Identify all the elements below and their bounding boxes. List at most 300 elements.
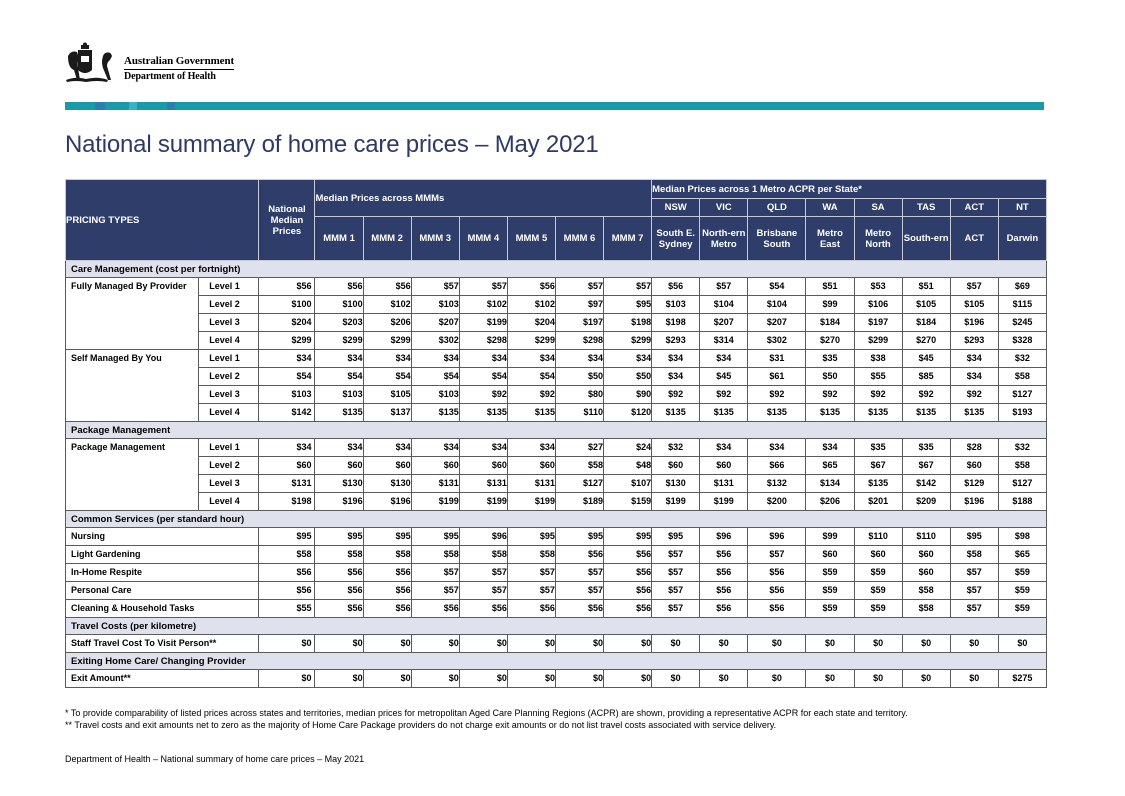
price-cell: $80 [555,386,603,404]
price-cell: $57 [604,278,652,296]
price-cell: $45 [700,368,748,386]
price-cell: $60 [902,546,950,564]
price-cell: $34 [363,439,411,457]
price-cell: $58 [902,600,950,618]
price-cell: $55 [854,368,902,386]
section-title: Travel Costs (per kilometre) [66,618,1047,635]
price-cell: $59 [854,600,902,618]
price-cell: $193 [998,404,1046,422]
pricing-types-header: PRICING TYPES [66,180,259,261]
price-cell: $196 [363,493,411,511]
price-cell: $199 [507,493,555,511]
price-cell: $59 [854,582,902,600]
price-cell: $142 [902,475,950,493]
price-cell: $270 [902,332,950,350]
price-cell: $56 [604,600,652,618]
price-cell: $58 [998,368,1046,386]
price-cell: $135 [806,404,854,422]
price-cell: $105 [363,386,411,404]
price-cell: $196 [315,493,363,511]
price-cell: $58 [315,546,363,564]
level-label: Level 2 [199,457,259,475]
price-cell: $60 [652,457,700,475]
price-cell: $57 [652,546,700,564]
price-cell: $206 [363,314,411,332]
price-cell: $0 [411,670,459,688]
price-cell: $0 [700,670,748,688]
row-group-label: Fully Managed By Provider [66,278,199,350]
price-cell: $110 [854,528,902,546]
price-cell: $130 [652,475,700,493]
price-cell: $56 [700,546,748,564]
mmm-header: MMM 2 [363,217,411,261]
price-cell: $90 [604,386,652,404]
price-cell: $0 [555,670,603,688]
price-cell: $130 [363,475,411,493]
price-cell: $56 [459,600,507,618]
price-cell: $131 [411,475,459,493]
price-cell: $135 [507,404,555,422]
price-cell: $56 [555,600,603,618]
price-cell: $196 [950,314,998,332]
mmm-header: MMM 3 [411,217,459,261]
footnote: * To provide comparability of listed prices across states and territories, median prices for metropolitan Aged Care Planning Regions (ACPR) are shown, providing a representative ACPR for each state and territory. [65,708,908,718]
price-cell: $92 [902,386,950,404]
price-cell: $56 [652,278,700,296]
price-cell: $56 [315,582,363,600]
national-price-cell: $103 [259,386,315,404]
price-cell: $0 [806,635,854,653]
state-header: SA [854,199,902,217]
price-cell: $34 [459,439,507,457]
price-cell: $135 [700,404,748,422]
price-cell: $56 [411,600,459,618]
price-cell: $127 [555,475,603,493]
table-row [66,404,1047,422]
price-cell: $0 [411,635,459,653]
price-cell: $102 [459,296,507,314]
table-row [66,386,1047,404]
price-cell: $104 [700,296,748,314]
price-cell: $56 [604,546,652,564]
price-cell: $57 [700,278,748,296]
section-header-row [66,618,1047,635]
price-cell: $100 [315,296,363,314]
acpr-group-header: Median Prices across 1 Metro ACPR per State* [652,180,1047,199]
national-price-cell: $55 [259,600,315,618]
section-title: Common Services (per standard hour) [66,511,1047,528]
price-cell: $34 [604,350,652,368]
price-cell: $0 [998,635,1046,653]
national-price-cell: $100 [259,296,315,314]
price-cell: $54 [748,278,806,296]
price-cell: $57 [459,278,507,296]
price-cell: $0 [748,670,806,688]
price-cell: $56 [363,278,411,296]
price-cell: $199 [459,314,507,332]
price-cell: $58 [459,546,507,564]
price-cell: $35 [902,439,950,457]
price-cell: $103 [652,296,700,314]
price-cell: $135 [652,404,700,422]
price-cell: $129 [950,475,998,493]
row-label: Exit Amount** [66,670,259,688]
price-cell: $135 [315,404,363,422]
price-cell: $135 [854,475,902,493]
price-cell: $328 [998,332,1046,350]
price-cell: $35 [854,439,902,457]
band-segment [95,102,105,110]
price-cell: $56 [555,546,603,564]
national-median-header: National Median Prices [259,180,315,261]
price-cell: $34 [459,350,507,368]
region-header: North-ern Metro [700,217,748,261]
table-row [66,493,1047,511]
national-price-cell: $56 [259,278,315,296]
price-cell: $0 [748,635,806,653]
price-cell: $59 [998,600,1046,618]
price-cell: $60 [507,457,555,475]
price-cell: $92 [459,386,507,404]
price-cell: $0 [806,670,854,688]
price-cell: $184 [806,314,854,332]
region-header: Darwin [998,217,1046,261]
section-title: Package Management [66,422,1047,439]
level-label: Level 1 [199,278,259,296]
price-cell: $34 [507,439,555,457]
price-cell: $95 [363,528,411,546]
price-cell: $198 [652,314,700,332]
price-cell: $58 [507,546,555,564]
price-cell: $0 [652,635,700,653]
mmm-header: MMM 7 [604,217,652,261]
price-cell: $0 [459,670,507,688]
price-cell: $0 [950,635,998,653]
price-cell: $0 [950,670,998,688]
price-cell: $98 [998,528,1046,546]
price-cell: $95 [315,528,363,546]
price-cell: $60 [700,457,748,475]
price-cell: $299 [507,332,555,350]
price-cell: $54 [507,368,555,386]
price-cell: $137 [363,404,411,422]
price-cell: $131 [507,475,555,493]
table-row [66,475,1047,493]
price-cell: $51 [806,278,854,296]
mmm-header: MMM 1 [315,217,363,261]
price-cell: $34 [748,439,806,457]
price-cell: $32 [998,439,1046,457]
price-cell: $299 [854,332,902,350]
price-cell: $293 [652,332,700,350]
table-row [66,278,1047,296]
price-cell: $57 [411,564,459,582]
price-cell: $0 [700,635,748,653]
section-title: Care Management (cost per fortnight) [66,261,1047,278]
price-cell: $92 [806,386,854,404]
price-cell: $207 [700,314,748,332]
national-price-cell: $0 [259,635,315,653]
footnote: ** Travel costs and exit amounts net to zero as the majority of Home Care Package providers do not charge exit amounts or do not list travel costs associated with service delivery. [65,720,777,730]
price-cell: $92 [507,386,555,404]
price-cell: $56 [363,564,411,582]
price-cell: $57 [555,582,603,600]
price-cell: $92 [748,386,806,404]
table-row [66,600,1047,618]
price-cell: $58 [998,457,1046,475]
price-cell: $34 [652,350,700,368]
table-row [66,546,1047,564]
price-cell: $96 [700,528,748,546]
price-cell: $207 [748,314,806,332]
page-footer: Department of Health – National summary of home care prices – May 2021 [65,754,365,764]
price-cell: $34 [950,350,998,368]
price-cell: $56 [748,564,806,582]
price-cell: $34 [507,350,555,368]
price-cell: $95 [507,528,555,546]
price-cell: $130 [315,475,363,493]
price-cell: $293 [950,332,998,350]
price-cell: $199 [411,493,459,511]
government-name: Australian Government [124,55,235,67]
row-group-label: Self Managed By You [66,350,199,422]
price-cell: $60 [806,546,854,564]
band-segment [137,102,167,110]
price-cell: $95 [604,296,652,314]
price-cell: $0 [652,670,700,688]
price-cell: $105 [950,296,998,314]
national-price-cell: $34 [259,350,315,368]
price-cell: $56 [748,582,806,600]
price-cell: $57 [950,564,998,582]
price-cell: $92 [700,386,748,404]
header-color-band [65,102,1044,110]
price-cell: $56 [700,582,748,600]
price-cell: $32 [998,350,1046,368]
national-price-cell: $58 [259,546,315,564]
region-header: Metro East [806,217,854,261]
price-cell: $298 [555,332,603,350]
price-cell: $57 [555,564,603,582]
price-cell: $102 [507,296,555,314]
price-cell: $34 [950,368,998,386]
state-header: WA [806,199,854,217]
price-cell: $34 [315,439,363,457]
price-cell: $200 [748,493,806,511]
price-cell: $302 [411,332,459,350]
national-price-cell: $54 [259,368,315,386]
price-cell: $201 [854,493,902,511]
price-cell: $57 [411,278,459,296]
national-price-cell: $95 [259,528,315,546]
price-cell: $56 [604,582,652,600]
price-cell: $58 [363,546,411,564]
price-cell: $34 [411,350,459,368]
price-cell: $56 [363,600,411,618]
price-cell: $59 [806,600,854,618]
price-cell: $57 [950,600,998,618]
price-cell: $188 [998,493,1046,511]
price-cell: $189 [555,493,603,511]
table-row [66,368,1047,386]
level-label: Level 2 [199,296,259,314]
price-cell: $102 [363,296,411,314]
price-cell: $60 [902,564,950,582]
price-cell: $56 [604,564,652,582]
price-cell: $56 [700,600,748,618]
price-cell: $0 [507,635,555,653]
price-cell: $58 [411,546,459,564]
region-header: South E. Sydney [652,217,700,261]
price-cell: $198 [604,314,652,332]
mmm-group-header: Median Prices across MMMs [315,180,652,217]
price-cell: $103 [411,296,459,314]
state-header: QLD [748,199,806,217]
price-cell: $66 [748,457,806,475]
page-title: National summary of home care prices – May 2021 [65,131,599,158]
level-label: Level 3 [199,386,259,404]
price-cell: $24 [604,439,652,457]
price-cell: $199 [652,493,700,511]
table-row [66,296,1047,314]
table-row [66,582,1047,600]
price-cell: $135 [411,404,459,422]
band-segment [129,102,137,110]
price-cell: $131 [459,475,507,493]
price-cell: $92 [854,386,902,404]
price-cell: $57 [652,564,700,582]
price-cell: $60 [459,457,507,475]
mmm-header: MMM 4 [459,217,507,261]
price-cell: $196 [950,493,998,511]
state-header: NT [998,199,1046,217]
government-logo [64,42,304,86]
row-label: Personal Care [66,582,259,600]
price-cell: $31 [748,350,806,368]
price-cell: $199 [459,493,507,511]
price-cell: $50 [806,368,854,386]
price-cell: $58 [555,457,603,475]
section-header-row [66,422,1047,439]
price-cell: $302 [748,332,806,350]
price-cell: $56 [507,278,555,296]
price-cell: $135 [854,404,902,422]
price-cell: $67 [902,457,950,475]
state-header: NSW [652,199,700,217]
price-cell: $197 [555,314,603,332]
price-cell: $56 [363,582,411,600]
price-cell: $127 [998,386,1046,404]
price-cell: $0 [604,635,652,653]
price-cell: $34 [700,439,748,457]
state-header: TAS [902,199,950,217]
price-cell: $67 [854,457,902,475]
band-segment [105,102,129,110]
price-cell: $60 [950,457,998,475]
level-label: Level 3 [199,475,259,493]
price-cell: $107 [604,475,652,493]
price-cell: $120 [604,404,652,422]
price-cell: $57 [507,582,555,600]
table-row [66,332,1047,350]
price-cell: $0 [363,635,411,653]
price-cell: $99 [806,296,854,314]
price-cell: $34 [363,350,411,368]
department-name: Department of Health [124,71,216,82]
price-cell: $204 [507,314,555,332]
price-cell: $59 [998,582,1046,600]
price-cell: $85 [902,368,950,386]
price-cell: $57 [411,582,459,600]
price-cell: $60 [315,457,363,475]
price-cell: $104 [748,296,806,314]
price-cell: $0 [604,670,652,688]
national-price-cell: $198 [259,493,315,511]
price-cell: $110 [902,528,950,546]
price-cell: $59 [806,582,854,600]
level-label: Level 3 [199,314,259,332]
price-cell: $35 [806,350,854,368]
price-cell: $34 [411,439,459,457]
price-cell: $203 [315,314,363,332]
price-cell: $57 [652,582,700,600]
price-cell: $54 [459,368,507,386]
table-row [66,457,1047,475]
price-cell: $97 [555,296,603,314]
national-price-cell: $131 [259,475,315,493]
price-cell: $103 [411,386,459,404]
price-cell: $0 [315,635,363,653]
price-cell: $27 [555,439,603,457]
region-header: South-ern [902,217,950,261]
price-cell: $95 [555,528,603,546]
price-cell: $58 [950,546,998,564]
row-label: In-Home Respite [66,564,259,582]
price-cell: $51 [902,278,950,296]
national-price-cell: $204 [259,314,315,332]
price-cell: $57 [950,278,998,296]
price-cell: $299 [315,332,363,350]
price-cell: $57 [555,278,603,296]
price-cell: $99 [806,528,854,546]
price-cell: $56 [315,564,363,582]
price-cell: $96 [459,528,507,546]
footnotes [65,707,908,731]
price-cell: $34 [555,350,603,368]
price-cell: $314 [700,332,748,350]
price-cell: $56 [315,278,363,296]
section-header-row [66,653,1047,670]
band-segment [167,102,175,110]
price-cell: $65 [806,457,854,475]
price-cell: $57 [459,582,507,600]
prices-table-body [66,261,1047,688]
price-cell: $299 [604,332,652,350]
price-cell: $92 [950,386,998,404]
level-label: Level 4 [199,493,259,511]
price-cell: $45 [902,350,950,368]
price-cell: $95 [950,528,998,546]
national-price-cell: $142 [259,404,315,422]
section-header-row [66,511,1047,528]
price-cell: $0 [555,635,603,653]
national-price-cell: $299 [259,332,315,350]
price-cell: $0 [902,635,950,653]
table-row [66,439,1047,457]
price-cell: $105 [902,296,950,314]
price-cell: $59 [998,564,1046,582]
price-cell: $135 [459,404,507,422]
